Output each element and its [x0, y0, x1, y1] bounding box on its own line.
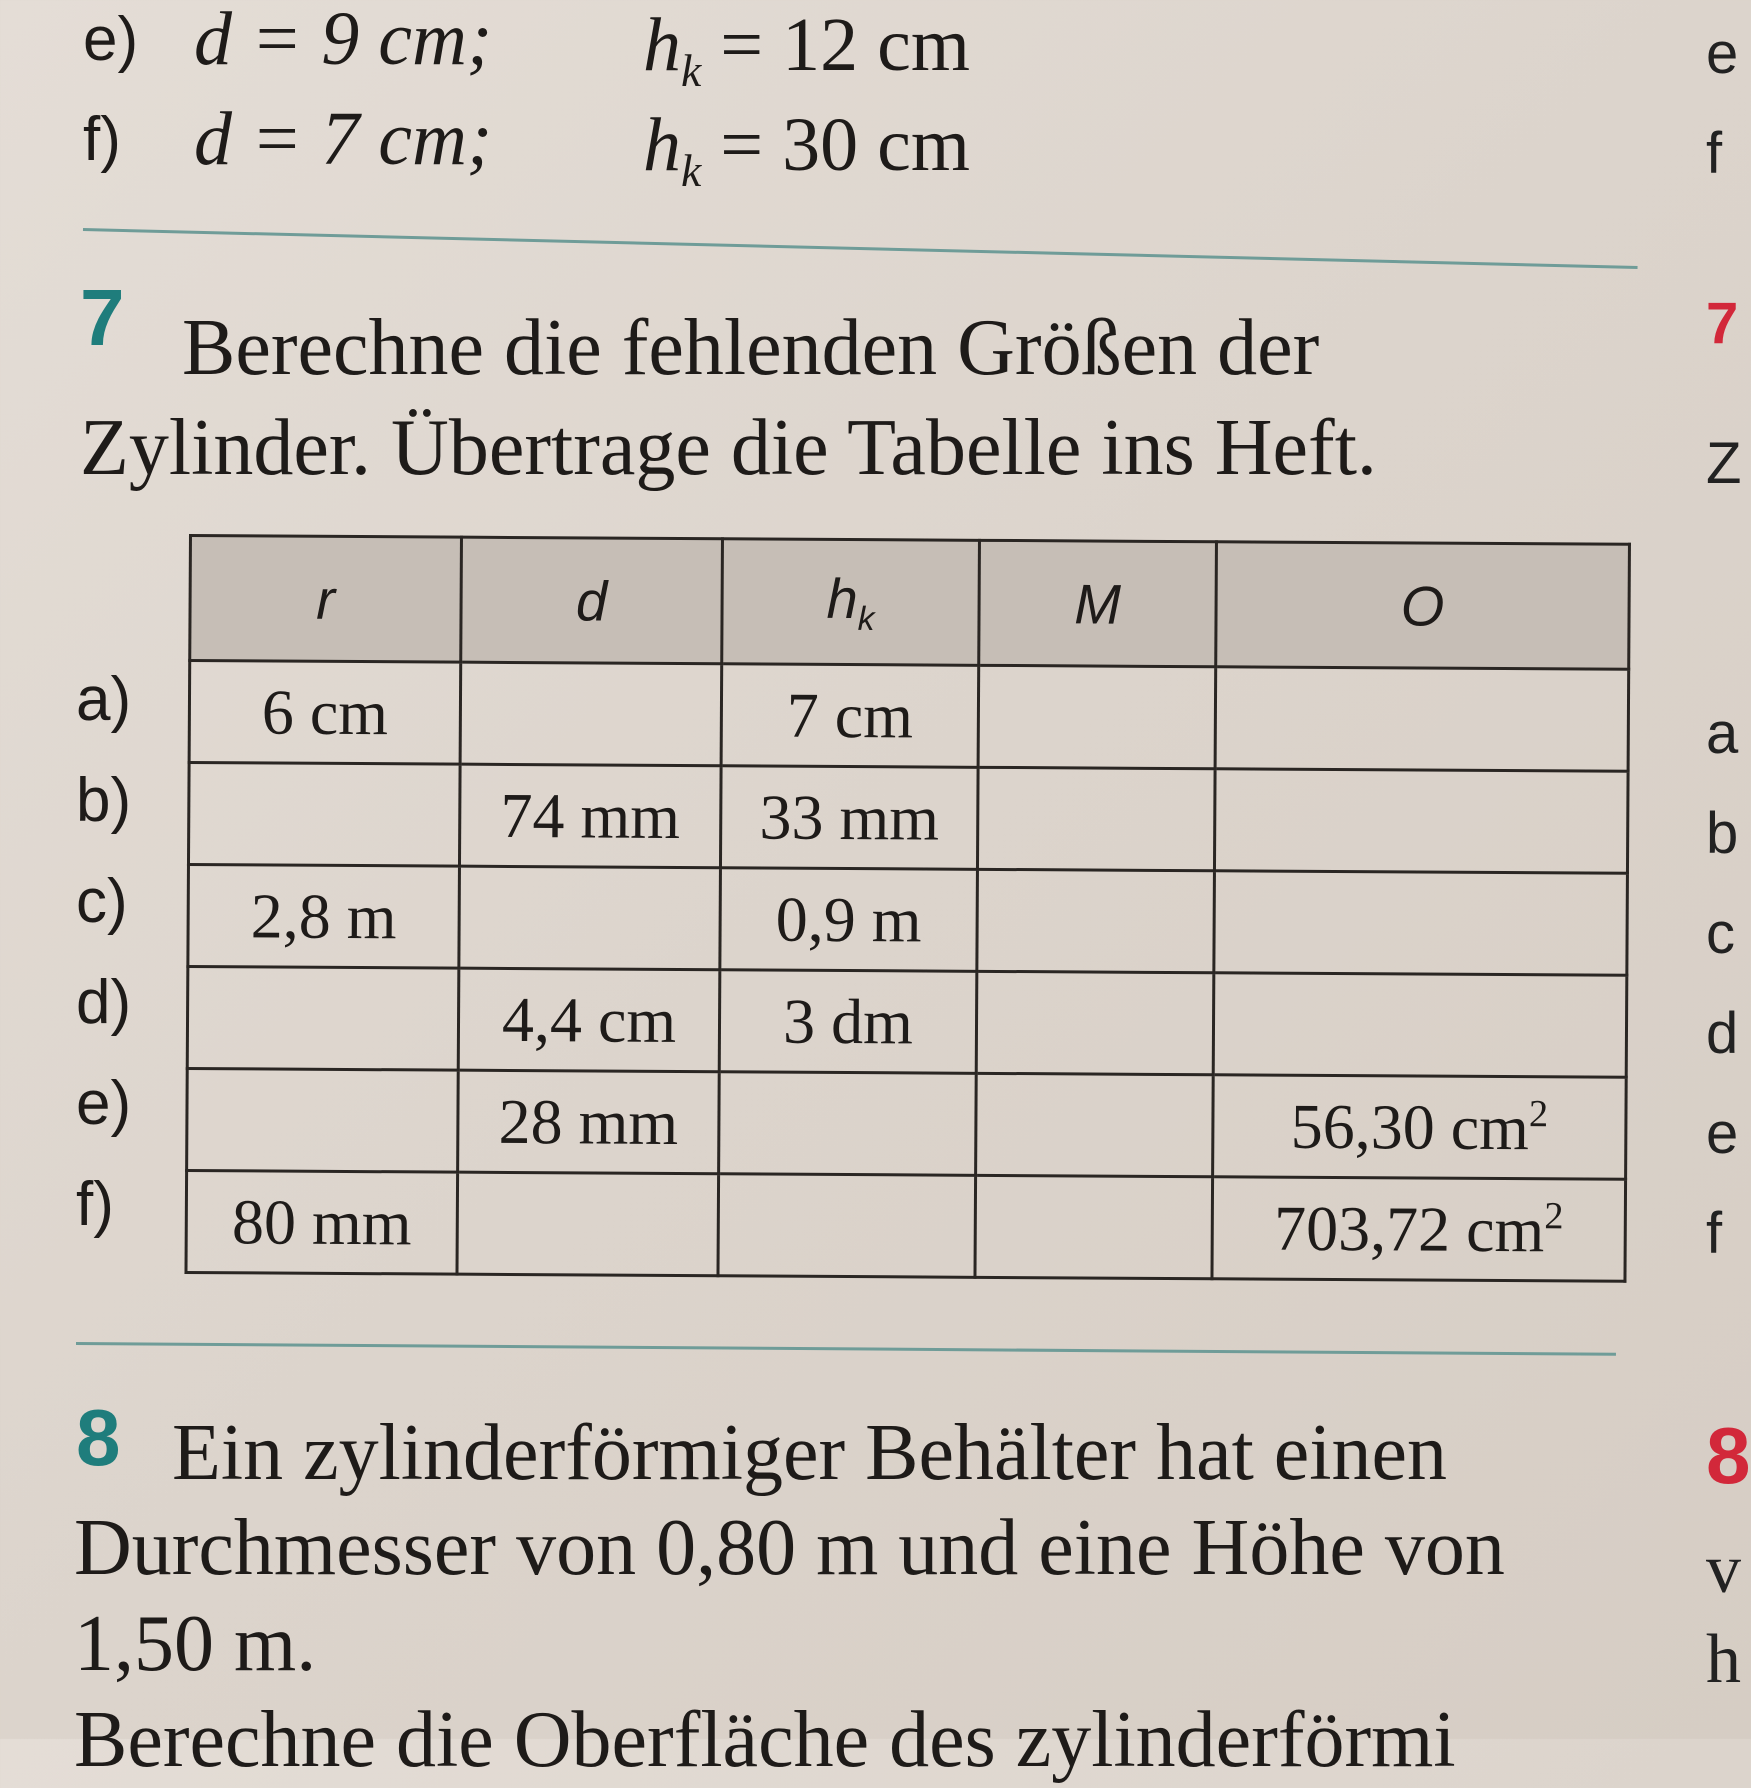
task7-line2: Zylinder. Übertrage die Tabelle ins Heft.	[80, 404, 1377, 492]
header-r: r	[190, 536, 462, 663]
row-label-d: d)	[76, 968, 132, 1037]
header-d: d	[461, 537, 723, 664]
table-cell	[457, 1172, 719, 1276]
table-cell: 7 cm	[721, 664, 979, 768]
task-number-7: 7	[80, 273, 125, 362]
table-row	[186, 1170, 1626, 1281]
table-row	[188, 763, 1628, 874]
table-cell: 4,4 cm	[458, 968, 720, 1072]
margin-letter: f	[1706, 121, 1723, 186]
table-cell	[978, 665, 1216, 768]
header-M: M	[979, 540, 1217, 666]
table-cell	[719, 1072, 977, 1176]
item-label-e: e)	[83, 5, 139, 74]
h-sub: k	[681, 44, 702, 96]
table-cell	[1215, 667, 1629, 772]
header-h-sub: k	[857, 600, 875, 638]
item-f-diameter	[194, 96, 492, 183]
table-cell	[976, 1073, 1214, 1176]
task8-line3: 1,50 m.	[74, 1600, 317, 1688]
task8-line1: Ein zylinderförmiger Behälter hat einen	[172, 1409, 1448, 1497]
squared-sup: 2	[1544, 1194, 1564, 1237]
table-cell	[459, 866, 721, 970]
h-value: = 12 cm	[701, 3, 970, 87]
header-hk	[722, 539, 980, 666]
task8-line2: Durchmesser von 0,80 m und eine Höhe von	[74, 1504, 1505, 1592]
table-cell: 0,9 m	[720, 868, 978, 972]
h-symbol: h	[643, 103, 681, 187]
table-header-row	[190, 536, 1630, 670]
table-row	[189, 661, 1629, 772]
table-row	[187, 967, 1627, 1078]
h-symbol: h	[643, 3, 681, 87]
cylinder-table	[184, 534, 1630, 1283]
table-cell: 74 mm	[459, 764, 721, 868]
task7-line1: Berechne die fehlenden Größen der	[182, 304, 1320, 392]
margin-letter: 8	[1706, 1411, 1751, 1500]
table-cell: 28 mm	[458, 1070, 720, 1174]
table-row	[188, 865, 1628, 976]
margin-letter: e	[1706, 1101, 1739, 1166]
table-cell	[188, 763, 460, 867]
header-O: O	[1216, 542, 1630, 670]
margin-letter: 7	[1706, 291, 1739, 356]
item-e-diameter	[194, 0, 492, 83]
table-cell	[187, 967, 459, 1071]
item-e-height	[643, 2, 970, 97]
area-value: 703,72 cm	[1273, 1192, 1545, 1265]
table-cell	[975, 1175, 1213, 1278]
task8-line4: Berechne die Oberfläche des zylinderförmi	[74, 1696, 1456, 1784]
table-cell	[977, 869, 1215, 972]
squared-sup: 2	[1528, 1092, 1549, 1135]
margin-letter: d	[1706, 1001, 1739, 1066]
margin-letter: b	[1706, 801, 1739, 866]
table-row	[187, 1068, 1627, 1179]
h-value: = 30 cm	[701, 103, 970, 187]
table-cell	[718, 1174, 976, 1278]
table-cell	[460, 662, 722, 766]
margin-letter: a	[1706, 701, 1739, 766]
table-cell	[977, 767, 1215, 870]
task-number-8: 8	[76, 1393, 121, 1482]
margin-letter: Z	[1706, 431, 1742, 496]
header-h: h	[826, 566, 858, 630]
row-label-a: a)	[76, 665, 132, 734]
item-f-height	[643, 102, 970, 197]
section-divider	[76, 1342, 1616, 1356]
table-cell: 80 mm	[186, 1170, 458, 1274]
row-label-c: c)	[76, 867, 128, 936]
table-cell	[1213, 973, 1627, 1078]
item-label-f: f)	[83, 105, 121, 174]
item-e-diameter-text: d = 9 cm;	[194, 0, 493, 81]
table-cell	[976, 971, 1214, 1074]
item-f-diameter-text: d = 7 cm;	[194, 97, 493, 181]
table-cell: 33 mm	[720, 766, 978, 870]
row-label-e: e)	[76, 1069, 132, 1138]
table-cell-area	[1213, 1075, 1627, 1180]
table-cell	[187, 1068, 459, 1172]
table-cell: 6 cm	[189, 661, 461, 765]
h-sub: k	[681, 144, 702, 196]
margin-letter: f	[1706, 1201, 1723, 1266]
area-value: 56,30 cm	[1290, 1090, 1530, 1163]
margin-letter: v	[1706, 1531, 1741, 1608]
table-cell: 3 dm	[719, 970, 977, 1074]
margin-letter: e	[1706, 21, 1739, 86]
table-cell-area	[1212, 1177, 1626, 1282]
margin-letter: h	[1706, 1621, 1741, 1698]
margin-letter: c	[1706, 901, 1735, 966]
row-label-b: b)	[76, 766, 132, 835]
table-cell	[1214, 769, 1628, 874]
table-cell	[1214, 871, 1628, 976]
section-divider	[83, 228, 1638, 269]
row-label-f: f)	[76, 1170, 114, 1239]
table-cell: 2,8 m	[188, 865, 460, 969]
